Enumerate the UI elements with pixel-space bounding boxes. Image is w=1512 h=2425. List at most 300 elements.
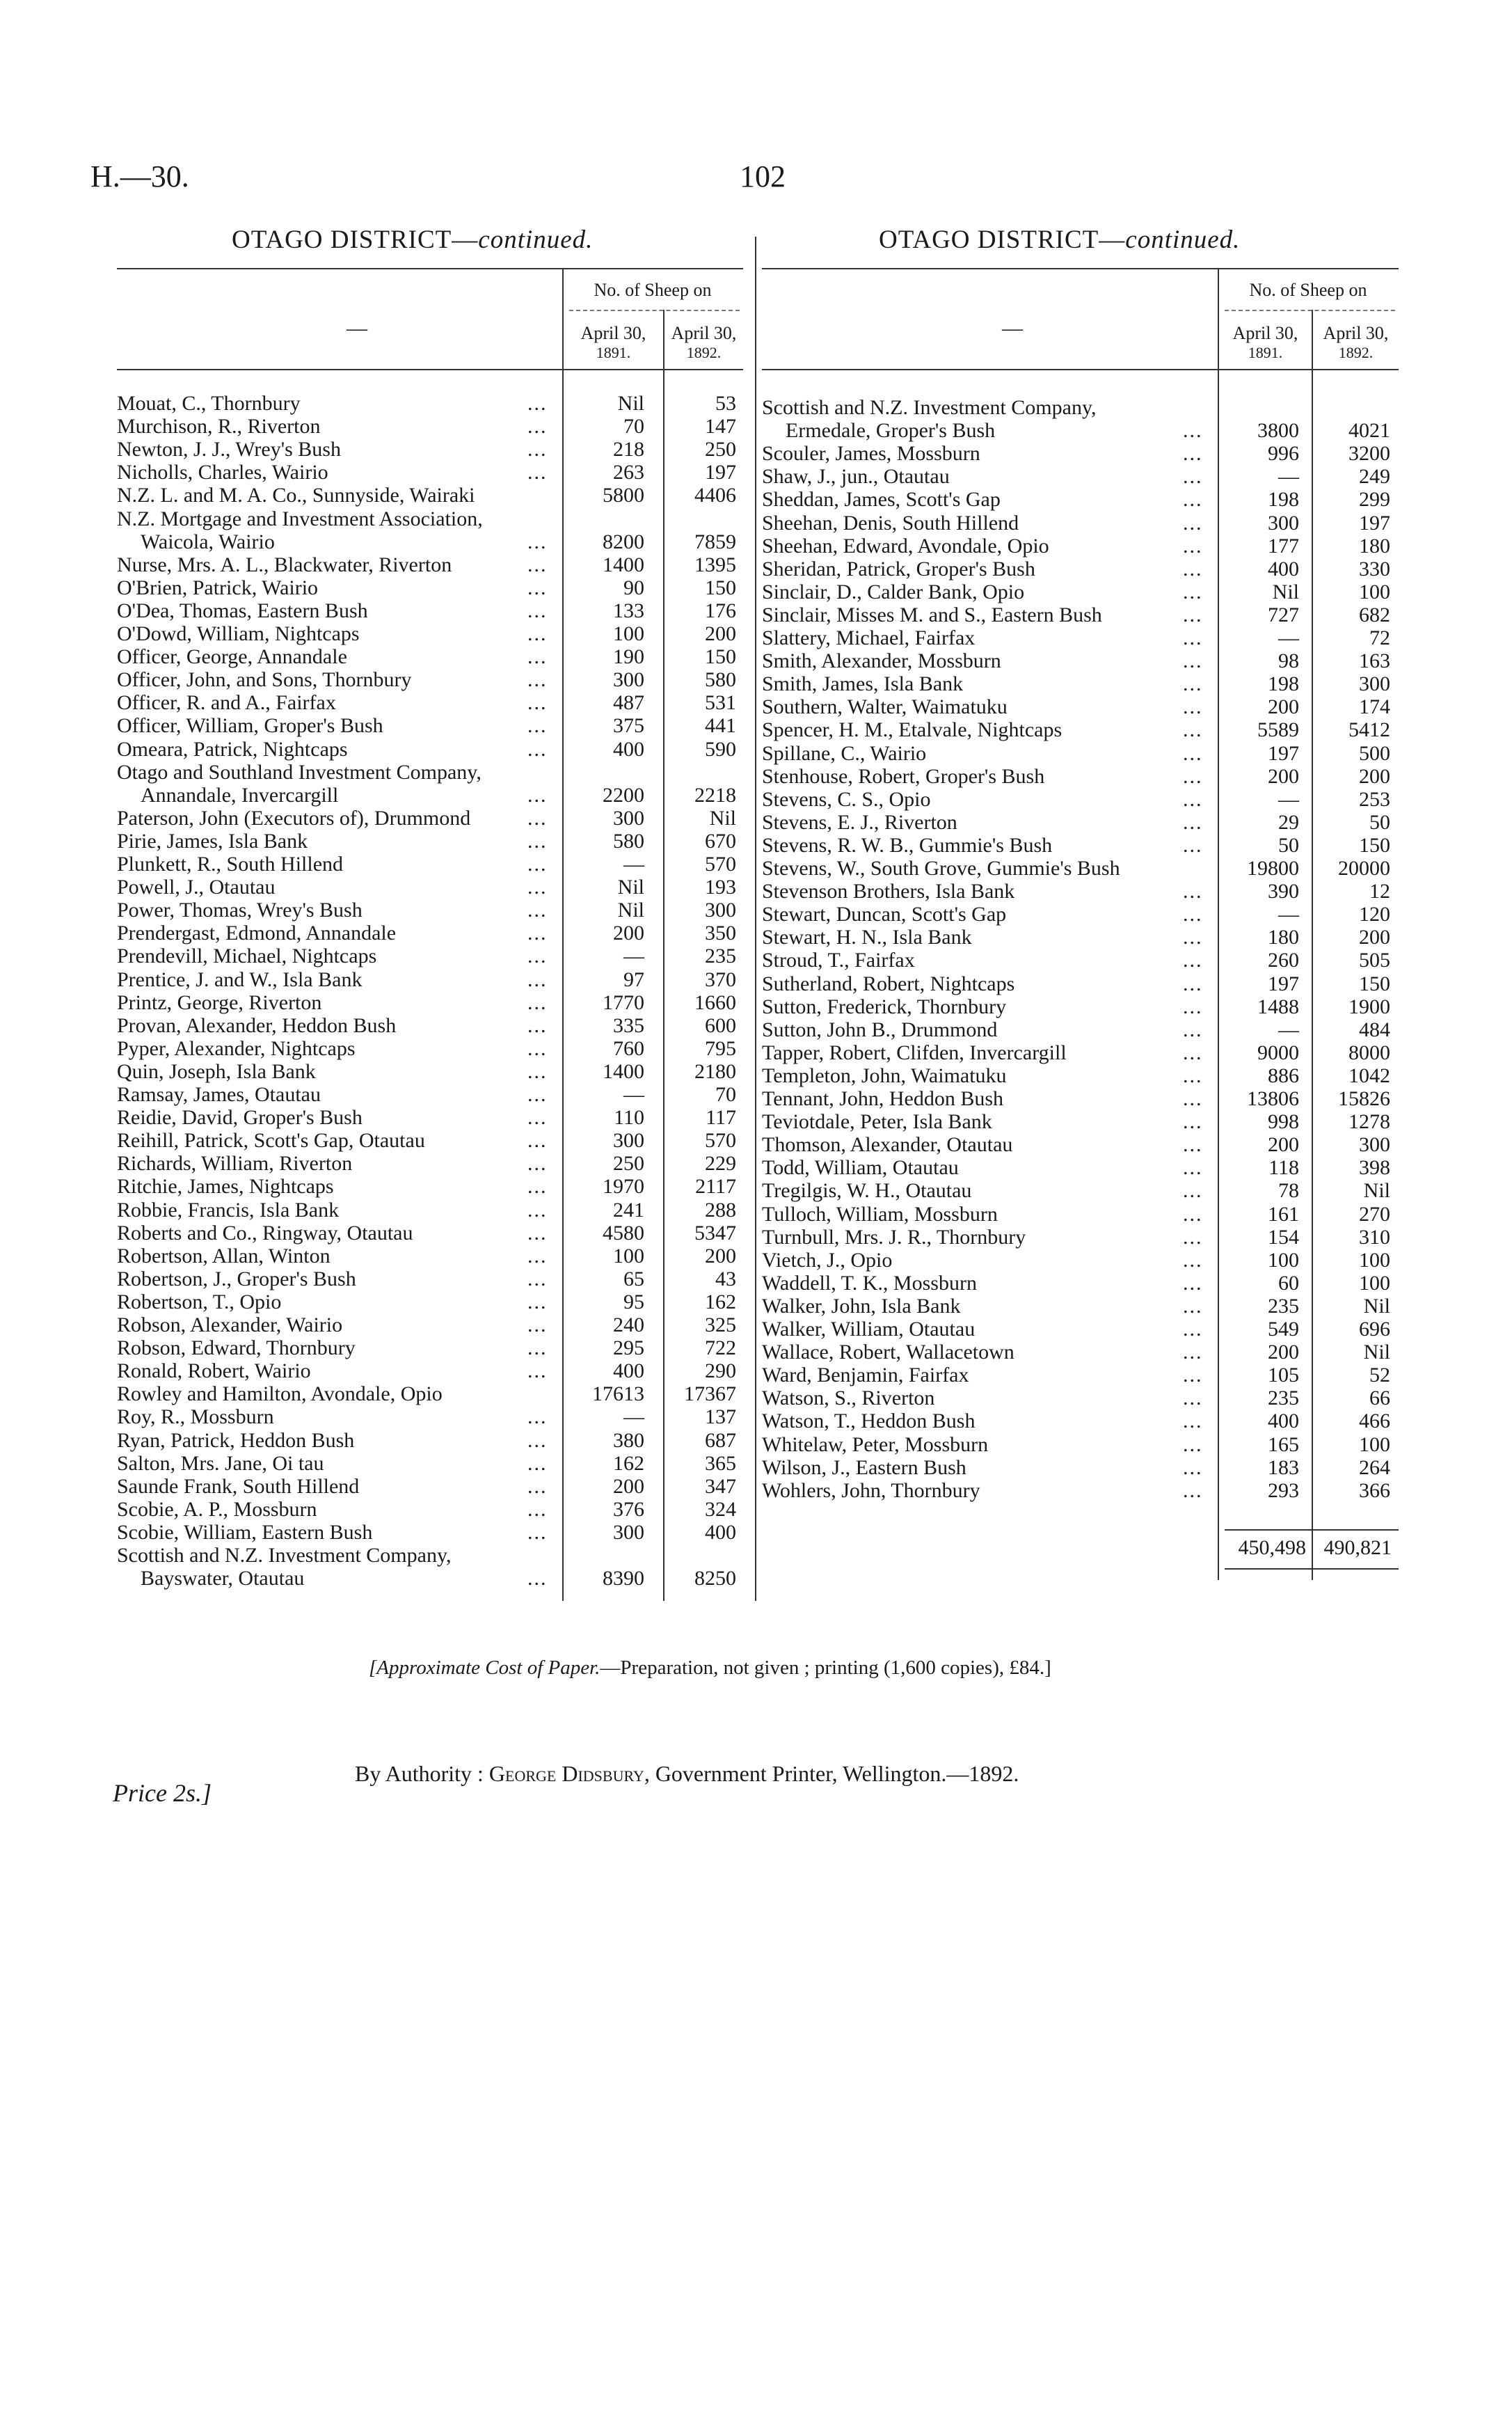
sheep-1892-cell: 570 (705, 1129, 736, 1153)
owner-name: Vietch, J., Opio (762, 1248, 893, 1272)
table-row (762, 1433, 1399, 1456)
sheep-1892-cell: 150 (705, 645, 736, 669)
printer-imprint: By Authority : George Didsbury, Government Printer, Wellington.—1892. (355, 1761, 1019, 1786)
leader-dots: ... (1183, 1478, 1203, 1502)
table-row (762, 1456, 1399, 1479)
leader-dots: ... (1183, 534, 1203, 558)
leader-dots: ... (1183, 1409, 1203, 1433)
sheep-1891-cell: 100 (613, 622, 644, 645)
sheep-1891-cell: 1400 (603, 553, 644, 576)
table-row (117, 1037, 743, 1060)
owner-name: Reihill, Patrick, Scott's Gap, Otautau (117, 1129, 425, 1153)
sheep-1891-cell: 17613 (592, 1382, 644, 1406)
owner-name: O'Brien, Patrick, Wairio (117, 576, 319, 599)
owner-name: Scobie, A. P., Mossburn (117, 1497, 317, 1521)
leader-dots: ... (527, 1405, 548, 1429)
table-row (117, 1083, 743, 1106)
leader-dots: ... (527, 1221, 548, 1245)
owner-name: Otago and Southland Investment Company, (117, 760, 482, 784)
leader-dots: ... (527, 553, 548, 576)
owner-name: Wallace, Robert, Wallacetown (762, 1341, 1014, 1364)
leader-dots: ... (527, 876, 548, 899)
owner-name: Smith, James, Isla Bank (762, 672, 964, 696)
owner-name: Slattery, Michael, Fairfax (762, 626, 976, 649)
sheep-1891-cell: 998 (1268, 1110, 1299, 1134)
leader-dots: ... (527, 714, 548, 738)
leader-dots: ... (527, 1313, 548, 1336)
sheep-1892-cell: 1042 (1348, 1064, 1390, 1087)
owner-name: Robertson, Allan, Winton (117, 1244, 331, 1267)
leader-dots: ... (527, 1451, 548, 1475)
table-row (117, 484, 743, 507)
leader-dots: ... (1183, 1248, 1203, 1272)
leader-dots: ... (1183, 465, 1203, 489)
sheep-1892-cell: 72 (1369, 626, 1390, 649)
leader-dots: ... (1183, 511, 1203, 535)
sheep-1892-cell: 310 (1359, 1225, 1390, 1249)
leader-dots: ... (1183, 695, 1203, 719)
owner-name: Ritchie, James, Nightcaps (117, 1175, 334, 1199)
leader-dots: ... (527, 1497, 548, 1521)
sheep-1891-cell: 197 (1268, 741, 1299, 765)
sheep-1892-cell: 2180 (694, 1059, 736, 1083)
sheep-1891-cell: 29 (1278, 810, 1299, 834)
sheep-1891-cell: 200 (1268, 1133, 1299, 1157)
sheep-1892-cell: 590 (705, 737, 736, 761)
table-row (762, 1341, 1399, 1364)
sheep-1891-cell: 183 (1268, 1455, 1299, 1479)
owner-name: Prendevill, Michael, Nightcaps (117, 945, 377, 968)
sheep-1891-cell: 1770 (603, 990, 644, 1014)
table-row (117, 530, 743, 553)
table-row (762, 1203, 1399, 1226)
sheep-1892-cell: 200 (1359, 764, 1390, 788)
right-table-title: OTAGO DISTRICT—continued. (879, 226, 1241, 254)
owner-name: Prentice, J. and W., Isla Bank (117, 967, 363, 991)
table-row (117, 392, 743, 415)
sheep-1891-cell: 65 (623, 1267, 644, 1290)
sheep-1892-cell: 117 (706, 1106, 736, 1130)
owner-name: Teviotdale, Peter, Isla Bank (762, 1110, 992, 1134)
owner-name: Walker, William, Otautau (762, 1318, 976, 1341)
sheep-1891-cell: 5589 (1257, 718, 1299, 742)
leader-dots: ... (1183, 626, 1203, 649)
owner-name: Turnbull, Mrs. J. R., Thornbury (762, 1225, 1026, 1249)
sheep-1891-cell: 300 (1268, 511, 1299, 535)
sheep-1891-cell: 162 (613, 1451, 644, 1475)
leader-dots: ... (527, 415, 548, 439)
owner-name: Plunkett, R., South Hillend (117, 853, 344, 876)
owner-name: Sutton, John B., Drummond (762, 1018, 998, 1041)
table-row (117, 1498, 743, 1521)
sheep-1892-cell: 12 (1369, 880, 1390, 903)
sheep-1891-cell: 235 (1268, 1294, 1299, 1318)
sheep-1891-cell: 95 (623, 1290, 644, 1313)
sheep-1891-cell: 300 (613, 1129, 644, 1153)
sheep-1891-cell: — (623, 945, 644, 968)
owner-name: Provan, Alexander, Heddon Bush (117, 1013, 397, 1037)
table-row (762, 535, 1399, 558)
sheep-1892-cell: 2117 (695, 1175, 736, 1199)
col-1892-header: April 30, 1892. (1323, 323, 1389, 362)
sheep-1892-cell: 7859 (694, 530, 736, 553)
owner-name: Stewart, H. N., Isla Bank (762, 926, 972, 949)
leader-dots: ... (527, 438, 548, 461)
owner-name: Ramsay, James, Otautau (117, 1083, 321, 1106)
owner-name: Sheehan, Edward, Avondale, Opio (762, 534, 1049, 558)
sheep-1892-cell: Nil (1363, 1341, 1390, 1364)
table-row (117, 1129, 743, 1152)
table-row (762, 695, 1399, 718)
sheep-1891-cell: 180 (1268, 926, 1299, 949)
sheep-1892-cell: 193 (705, 876, 736, 899)
cost-note: [Approximate Cost of Paper.—Preparation, not given ; printing (1,600 copies), £84.] (369, 1657, 1051, 1679)
table-row (117, 1290, 743, 1313)
owner-name: Sheddan, James, Scott's Gap (762, 488, 1001, 512)
leader-dots: ... (1183, 764, 1203, 788)
owner-name: Waicola, Wairio (141, 530, 275, 553)
owner-name: Whitelaw, Peter, Mossburn (762, 1432, 989, 1456)
sheep-1891-cell: — (1278, 1018, 1299, 1041)
col-1891-header: April 30, 1891. (1232, 323, 1298, 362)
sheep-1892-cell: 366 (1359, 1478, 1390, 1502)
sheep-1892-cell: 441 (705, 714, 736, 738)
sheep-1892-cell: 270 (1359, 1202, 1390, 1226)
table-row (117, 1152, 743, 1175)
table-row (762, 465, 1399, 488)
table-row (117, 461, 743, 484)
sheep-1891-cell: 727 (1268, 603, 1299, 626)
sheep-1892-cell: 2218 (694, 783, 736, 807)
owner-name: Sheehan, Denis, South Hillend (762, 511, 1019, 535)
owner-name: Stevens, C. S., Opio (762, 787, 931, 811)
sheep-1891-cell: 300 (613, 668, 644, 692)
table-row (117, 645, 743, 668)
table-row (762, 1409, 1399, 1432)
sheep-1892-cell: 100 (1359, 580, 1390, 603)
table-row (762, 1226, 1399, 1249)
leader-dots: ... (1183, 1225, 1203, 1249)
table-row (762, 926, 1399, 949)
center-divider (755, 237, 756, 1601)
table-row (762, 880, 1399, 903)
owner-name: Annandale, Invercargill (141, 783, 339, 807)
sheep-1891-cell: 100 (1268, 1248, 1299, 1272)
sheep-1891-cell: 200 (1268, 695, 1299, 719)
sheep-1891-cell: 13806 (1247, 1087, 1299, 1110)
sheep-1892-cell: 163 (1359, 649, 1390, 673)
price-note: Price 2s.] (113, 1779, 212, 1807)
owner-name: Watson, S., Riverton (762, 1387, 935, 1410)
owner-name: Prendergast, Edmond, Annandale (117, 922, 397, 945)
owner-name: Power, Thomas, Wrey's Bush (117, 899, 363, 922)
sheep-1892-cell: 370 (705, 967, 736, 991)
owner-name: Stewart, Duncan, Scott's Gap (762, 903, 1007, 926)
sheep-1891-cell: 118 (1268, 1156, 1299, 1180)
owner-name: Ronald, Robert, Wairio (117, 1359, 311, 1383)
right-sheep-table (762, 268, 1399, 1611)
sheep-1891-cell: 198 (1268, 672, 1299, 696)
leader-dots: ... (527, 622, 548, 645)
table-row (762, 1087, 1399, 1110)
table-row (762, 419, 1399, 442)
leader-dots: ... (1183, 1064, 1203, 1087)
leader-dots: ... (527, 945, 548, 968)
sheep-1891-cell: — (623, 1405, 644, 1429)
table-row (117, 622, 743, 645)
leader-dots: ... (1183, 1110, 1203, 1134)
table-top-rule (762, 268, 1399, 269)
owner-name: Officer, George, Annandale (117, 645, 347, 669)
table-row (762, 834, 1399, 857)
table-row (117, 1567, 743, 1590)
table-row (117, 576, 743, 599)
leader-dots: ... (527, 1336, 548, 1360)
owner-name: Powell, J., Otautau (117, 876, 276, 899)
sheep-1891-cell: 996 (1268, 442, 1299, 466)
sheep-1891-cell: 549 (1268, 1318, 1299, 1341)
leader-dots: ... (1183, 1087, 1203, 1110)
table-row (762, 972, 1399, 995)
leader-dots: ... (1183, 1364, 1203, 1387)
table-row (762, 603, 1399, 626)
owner-name: Robertson, J., Groper's Bush (117, 1267, 356, 1290)
leader-dots: ... (1183, 810, 1203, 834)
sheep-1892-cell: 200 (705, 622, 736, 645)
sheep-1892-cell: 4406 (694, 484, 736, 507)
owner-name: Newton, J. J., Wrey's Bush (117, 438, 341, 461)
sheep-1891-cell: 240 (613, 1313, 644, 1336)
table-row (117, 738, 743, 761)
leader-dots: ... (527, 806, 548, 830)
table-row (117, 1060, 743, 1083)
total-bottom-rule (1225, 1568, 1399, 1570)
leader-dots: ... (527, 967, 548, 991)
sheep-1891-cell: 300 (613, 1520, 644, 1544)
sheep-1891-cell: Nil (617, 392, 644, 415)
leader-dots: ... (527, 783, 548, 807)
sheep-1891-cell: 70 (623, 415, 644, 439)
sheep-1891-cell: 197 (1268, 972, 1299, 995)
sheep-1892-cell: 400 (705, 1520, 736, 1544)
sheep-1892-cell: 180 (1359, 534, 1390, 558)
sheep-1892-cell: 150 (1359, 972, 1390, 995)
sheep-1891-cell: 60 (1278, 1271, 1299, 1295)
leader-dots: ... (1183, 1432, 1203, 1456)
owner-name: Wohlers, John, Thornbury (762, 1478, 980, 1502)
table-row (117, 1175, 743, 1198)
table-row (117, 784, 743, 807)
owner-name: Watson, T., Heddon Bush (762, 1409, 976, 1433)
sheep-1891-cell: 78 (1278, 1179, 1299, 1203)
sheep-1891-cell: 263 (613, 461, 644, 484)
owner-name: Nurse, Mrs. A. L., Blackwater, Riverton (117, 553, 452, 576)
sheep-1891-cell: 293 (1268, 1478, 1299, 1502)
sheep-1891-cell: 400 (1268, 557, 1299, 580)
sheep-1891-cell: 98 (1278, 649, 1299, 673)
sheep-1891-cell: 1400 (603, 1059, 644, 1083)
sheep-1891-cell: 5800 (603, 484, 644, 507)
leader-dots: ... (527, 691, 548, 715)
sheep-1892-cell: 70 (715, 1083, 736, 1106)
leader-dots: ... (1183, 1202, 1203, 1226)
sheep-1891-cell: — (1278, 465, 1299, 489)
owner-name: Spillane, C., Wairio (762, 741, 927, 765)
left-sheep-table (117, 268, 743, 1611)
owner-name: Roberts and Co., Ringway, Otautau (117, 1221, 413, 1245)
total-1891: 450,498 (1238, 1536, 1306, 1559)
owner-name: Richards, William, Riverton (117, 1152, 353, 1176)
sheep-1892-cell: 200 (705, 1244, 736, 1267)
leader-dots: ... (527, 990, 548, 1014)
sheep-1891-cell: 198 (1268, 488, 1299, 512)
owner-name: Stevens, W., South Grove, Gummie's Bush (762, 857, 1120, 880)
owner-name: Wilson, J., Eastern Bush (762, 1455, 966, 1479)
table-row (762, 1110, 1399, 1133)
sheep-1892-cell: 466 (1359, 1409, 1390, 1433)
table-row (117, 415, 743, 438)
sheep-1891-cell: 8390 (603, 1567, 644, 1590)
sheep-1891-cell: 50 (1278, 833, 1299, 857)
owner-name: Robson, Edward, Thornbury (117, 1336, 356, 1360)
sheep-1892-cell: 531 (705, 691, 736, 715)
owner-name: Officer, John, and Sons, Thornbury (117, 668, 412, 692)
leader-dots: ... (1183, 833, 1203, 857)
sheep-1892-cell: 299 (1359, 488, 1390, 512)
table-row (762, 1018, 1399, 1041)
sheep-1892-cell: 197 (705, 461, 736, 484)
owner-name: Sinclair, Misses M. and S., Eastern Bush (762, 603, 1102, 626)
sheep-1891-cell: 133 (613, 599, 644, 622)
table-row (762, 1064, 1399, 1087)
sheep-1891-cell: Nil (617, 876, 644, 899)
table-row (762, 1041, 1399, 1064)
sheep-1891-cell: 100 (613, 1244, 644, 1267)
table-row (117, 1245, 743, 1267)
owner-name: Robbie, Francis, Isla Bank (117, 1198, 340, 1222)
leader-dots: ... (527, 1175, 548, 1199)
sheep-1892-cell: 137 (705, 1405, 736, 1429)
sheep-1892-cell: 290 (705, 1359, 736, 1383)
sheep-1892-cell: 264 (1359, 1455, 1390, 1479)
owner-name: Sinclair, D., Calder Bank, Opio (762, 580, 1025, 603)
table-row (762, 788, 1399, 811)
sheep-1892-cell: 365 (705, 1451, 736, 1475)
sheep-1891-cell: 154 (1268, 1225, 1299, 1249)
leader-dots: ... (1183, 580, 1203, 603)
total-top-rule (1225, 1529, 1399, 1531)
owner-name: Scottish and N.Z. Investment Company, (762, 396, 1097, 419)
leader-dots: ... (527, 1359, 548, 1383)
sheep-1892-cell: 687 (705, 1428, 736, 1452)
owner-name: N.Z. L. and M. A. Co., Sunnyside, Wairaki (117, 484, 475, 507)
leader-dots: ... (1183, 903, 1203, 926)
table-row (762, 558, 1399, 580)
table-row (762, 1133, 1399, 1156)
sheep-1891-cell: — (623, 853, 644, 876)
sheep-1892-cell: 696 (1359, 1318, 1390, 1341)
sheep-1892-cell: 174 (1359, 695, 1390, 719)
header-rule (569, 310, 740, 311)
sheep-1891-cell: 380 (613, 1428, 644, 1452)
owner-name: Rowley and Hamilton, Avondale, Opio (117, 1382, 443, 1406)
sheep-1891-cell: 200 (1268, 1341, 1299, 1364)
sheep-1892-cell: 4021 (1348, 419, 1390, 443)
owner-name: Waddell, T. K., Mossburn (762, 1271, 977, 1295)
sheep-1892-cell: 500 (1359, 741, 1390, 765)
owner-name: Shaw, J., jun., Otautau (762, 465, 950, 489)
sheep-1891-cell: Nil (617, 899, 644, 922)
sheep-1892-cell: 288 (705, 1198, 736, 1222)
total-1892: 490,821 (1323, 1536, 1392, 1559)
leader-dots: ... (527, 1428, 548, 1452)
owner-name: Printz, George, Riverton (117, 990, 322, 1014)
leader-dots: ... (1183, 1455, 1203, 1479)
leader-dots: ... (1183, 488, 1203, 512)
table-row (117, 507, 743, 530)
table-row (762, 1249, 1399, 1272)
leader-dots: ... (527, 1290, 548, 1313)
sheep-1892-cell: 795 (705, 1036, 736, 1060)
owner-name: Tapper, Robert, Clifden, Invercargill (762, 1041, 1067, 1064)
table-row (117, 1452, 743, 1475)
leader-dots: ... (527, 899, 548, 922)
sheep-1892-cell: 300 (1359, 672, 1390, 696)
table-row (117, 1222, 743, 1245)
owner-name: Scouler, James, Mossburn (762, 442, 980, 466)
table-row (762, 995, 1399, 1018)
sheep-1891-cell: 105 (1268, 1364, 1299, 1387)
sheep-1892-cell: 5412 (1348, 718, 1390, 742)
sheep-1891-cell: 300 (613, 806, 644, 830)
sheep-1891-cell: — (623, 1083, 644, 1106)
owner-name: Robson, Alexander, Wairio (117, 1313, 343, 1336)
owner-name: Salton, Mrs. Jane, Oi tau (117, 1451, 324, 1475)
sheep-1891-cell: 9000 (1257, 1041, 1299, 1064)
sheep-1891-cell: 1970 (603, 1175, 644, 1199)
sheep-1892-cell: Nil (709, 806, 736, 830)
sheep-1892-cell: 52 (1369, 1364, 1390, 1387)
table-row (762, 512, 1399, 535)
leader-dots: ... (1183, 1156, 1203, 1180)
table-row (762, 488, 1399, 511)
leader-dots: ... (527, 392, 548, 415)
sheep-1892-cell: 570 (705, 853, 736, 876)
owner-name: Mouat, C., Thornbury (117, 392, 301, 415)
sheep-1891-cell: 390 (1268, 880, 1299, 903)
sheep-1891-cell: 161 (1268, 1202, 1299, 1226)
leader-dots: ... (527, 576, 548, 599)
leader-dots: ... (527, 922, 548, 945)
leader-dots: ... (1183, 1041, 1203, 1064)
table-row (762, 1156, 1399, 1179)
sheep-1892-cell: 300 (705, 899, 736, 922)
sheep-1892-cell: 350 (705, 922, 736, 945)
sheep-1892-cell: 1278 (1348, 1110, 1390, 1134)
owner-name: Officer, William, Groper's Bush (117, 714, 383, 738)
sheep-1892-cell: 8250 (694, 1567, 736, 1590)
leader-dots: ... (1183, 1387, 1203, 1410)
sheep-1891-cell: 4580 (603, 1221, 644, 1245)
table-row (762, 811, 1399, 834)
owner-name: Quin, Joseph, Isla Bank (117, 1059, 316, 1083)
table-row (117, 1106, 743, 1129)
header-rule (1225, 310, 1395, 311)
sheep-1892-cell: Nil (1363, 1179, 1390, 1203)
table-row (762, 442, 1399, 465)
sheep-1891-cell: 200 (613, 1474, 644, 1498)
sheep-1891-cell: 335 (613, 1013, 644, 1037)
